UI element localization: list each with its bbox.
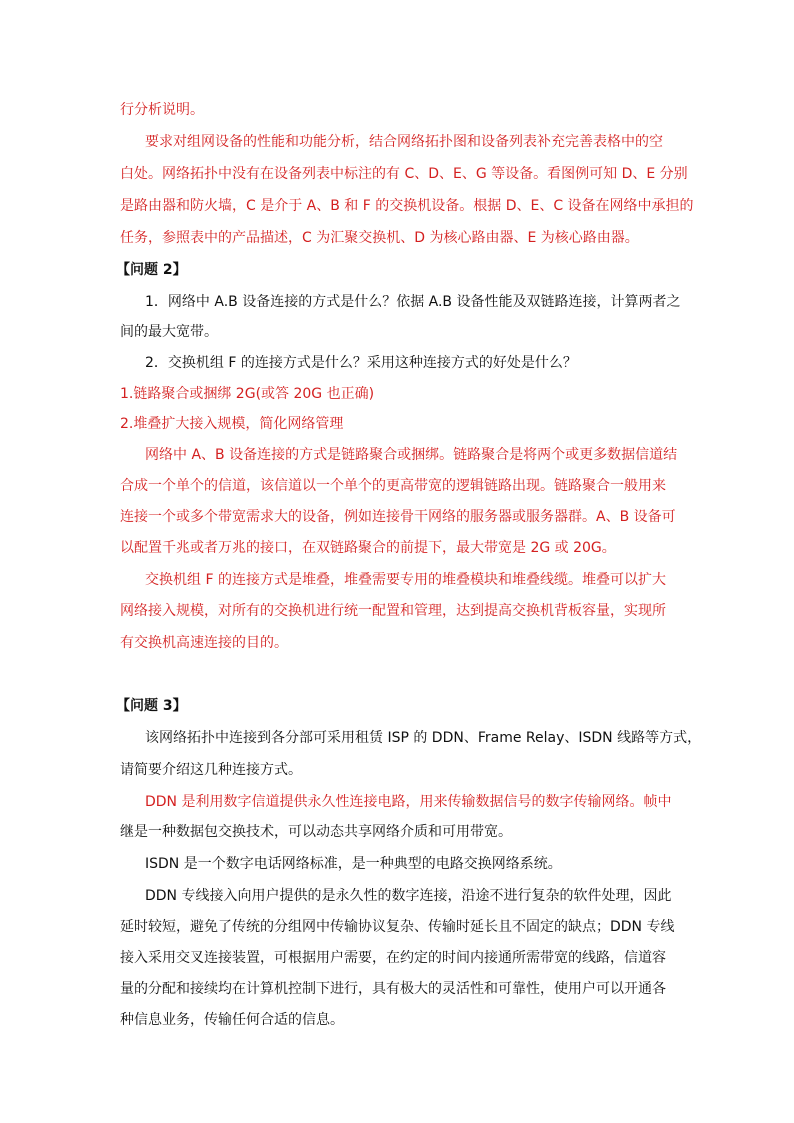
link-aggregation-line-3: 连接一个或多个带宽需求大的设备，例如连接骨干网络的服务器或服务器群。A、B 设备可 <box>120 509 676 525</box>
analysis-paragraph-line-4: 任务，参照表中的产品描述，C 为汇聚交换机、D 为核心路由器、E 为核心路由器。 <box>120 230 639 246</box>
question-2-line-1: 1．网络中 A.B 设备连接的方式是什么？依据 A.B 设备性能及双链路连接，计算两者之 <box>145 294 681 310</box>
ddn-line-2: 继是一种数据包交换技术，可以动态共享网络介质和可用带宽。 <box>120 824 512 840</box>
stacking-line-1: 交换机组 F 的连接方式是堆叠，堆叠需要专用的堆叠模块和堆叠线缆。堆叠可以扩大 <box>145 572 666 588</box>
analysis-paragraph-line-2: 白处。网络拓扑中没有在设备列表中标注的有 C、D、E、G 等设备。看图例可知 D、E 分别 <box>120 166 688 182</box>
link-aggregation-line-2: 合成一个单个的信道，该信道以一个单个的更高带宽的逻辑链路出现。链路聚合一般用来 <box>120 478 666 494</box>
question-3-heading: 【问题 3】 <box>116 698 187 714</box>
question-2-heading: 【问题 2】 <box>116 262 187 278</box>
analysis-paragraph-line-1: 要求对组网设备的性能和功能分析，结合网络拓扑图和设备列表补充完善表格中的空 <box>145 134 663 150</box>
question-2-line-3: 2．交换机组 F 的连接方式是什么？采用这种连接方式的好处是什么？ <box>145 355 577 371</box>
analysis-paragraph-line-3: 是路由器和防火墙，C 是介于 A、B 和 F 的交换机设备。根据 D、E、C 设备在网络中承担的 <box>120 198 694 214</box>
ddn-line-1: DDN 是利用数字信道提供永久性连接电路，用来传输数据信号的数字传输网络。帧中 <box>145 794 672 810</box>
question-3-line-2: 请简要介绍这几种连接方式。 <box>120 762 302 778</box>
stacking-line-3: 有交换机高速连接的目的。 <box>120 635 288 651</box>
analysis-intro-line: 行分析说明。 <box>120 102 204 118</box>
ddn-access-line-2: 延时较短，避免了传统的分组网中传输协议复杂、传输时延长且不固定的缺点；DDN 专线 <box>120 919 675 935</box>
answer-2-line-2: 2.堆叠扩大接入规模，简化网络管理 <box>120 416 344 432</box>
ddn-access-line-3: 接入采用交叉连接装置，可根据用户需要，在约定的时间内接通所需带宽的线路，信道容 <box>120 950 666 966</box>
question-3-line-1: 该网络拓扑中连接到各分部可采用租赁 ISP 的 DDN、Frame Relay、ISDN 线路等方式， <box>145 730 702 746</box>
question-2-line-2: 间的最大宽带。 <box>120 324 218 340</box>
isdn-line: ISDN 是一个数字电话网络标准，是一种典型的电路交换网络系统。 <box>145 856 562 872</box>
ddn-access-line-5: 种信息业务，传输任何合适的信息。 <box>120 1012 344 1028</box>
link-aggregation-line-4: 以配置千兆或者万兆的接口，在双链路聚合的前提下，最大带宽是 2G 或 20G。 <box>120 540 616 556</box>
answer-2-line-1: 1.链路聚合或捆绑 2G(或答 20G 也正确) <box>120 386 375 402</box>
link-aggregation-line-1: 网络中 A、B 设备连接的方式是链路聚合或捆绑。链路聚合是将两个或更多数据信道结 <box>145 447 678 463</box>
stacking-line-2: 网络接入规模，对所有的交换机进行统一配置和管理，达到提高交换机背板容量，实现所 <box>120 603 666 619</box>
ddn-access-line-1: DDN 专线接入向用户提供的是永久性的数字连接，沿途不进行复杂的软件处理，因此 <box>145 888 672 904</box>
ddn-access-line-4: 量的分配和接续均在计算机控制下进行，具有极大的灵活性和可靠性，使用户可以开通各 <box>120 981 666 997</box>
